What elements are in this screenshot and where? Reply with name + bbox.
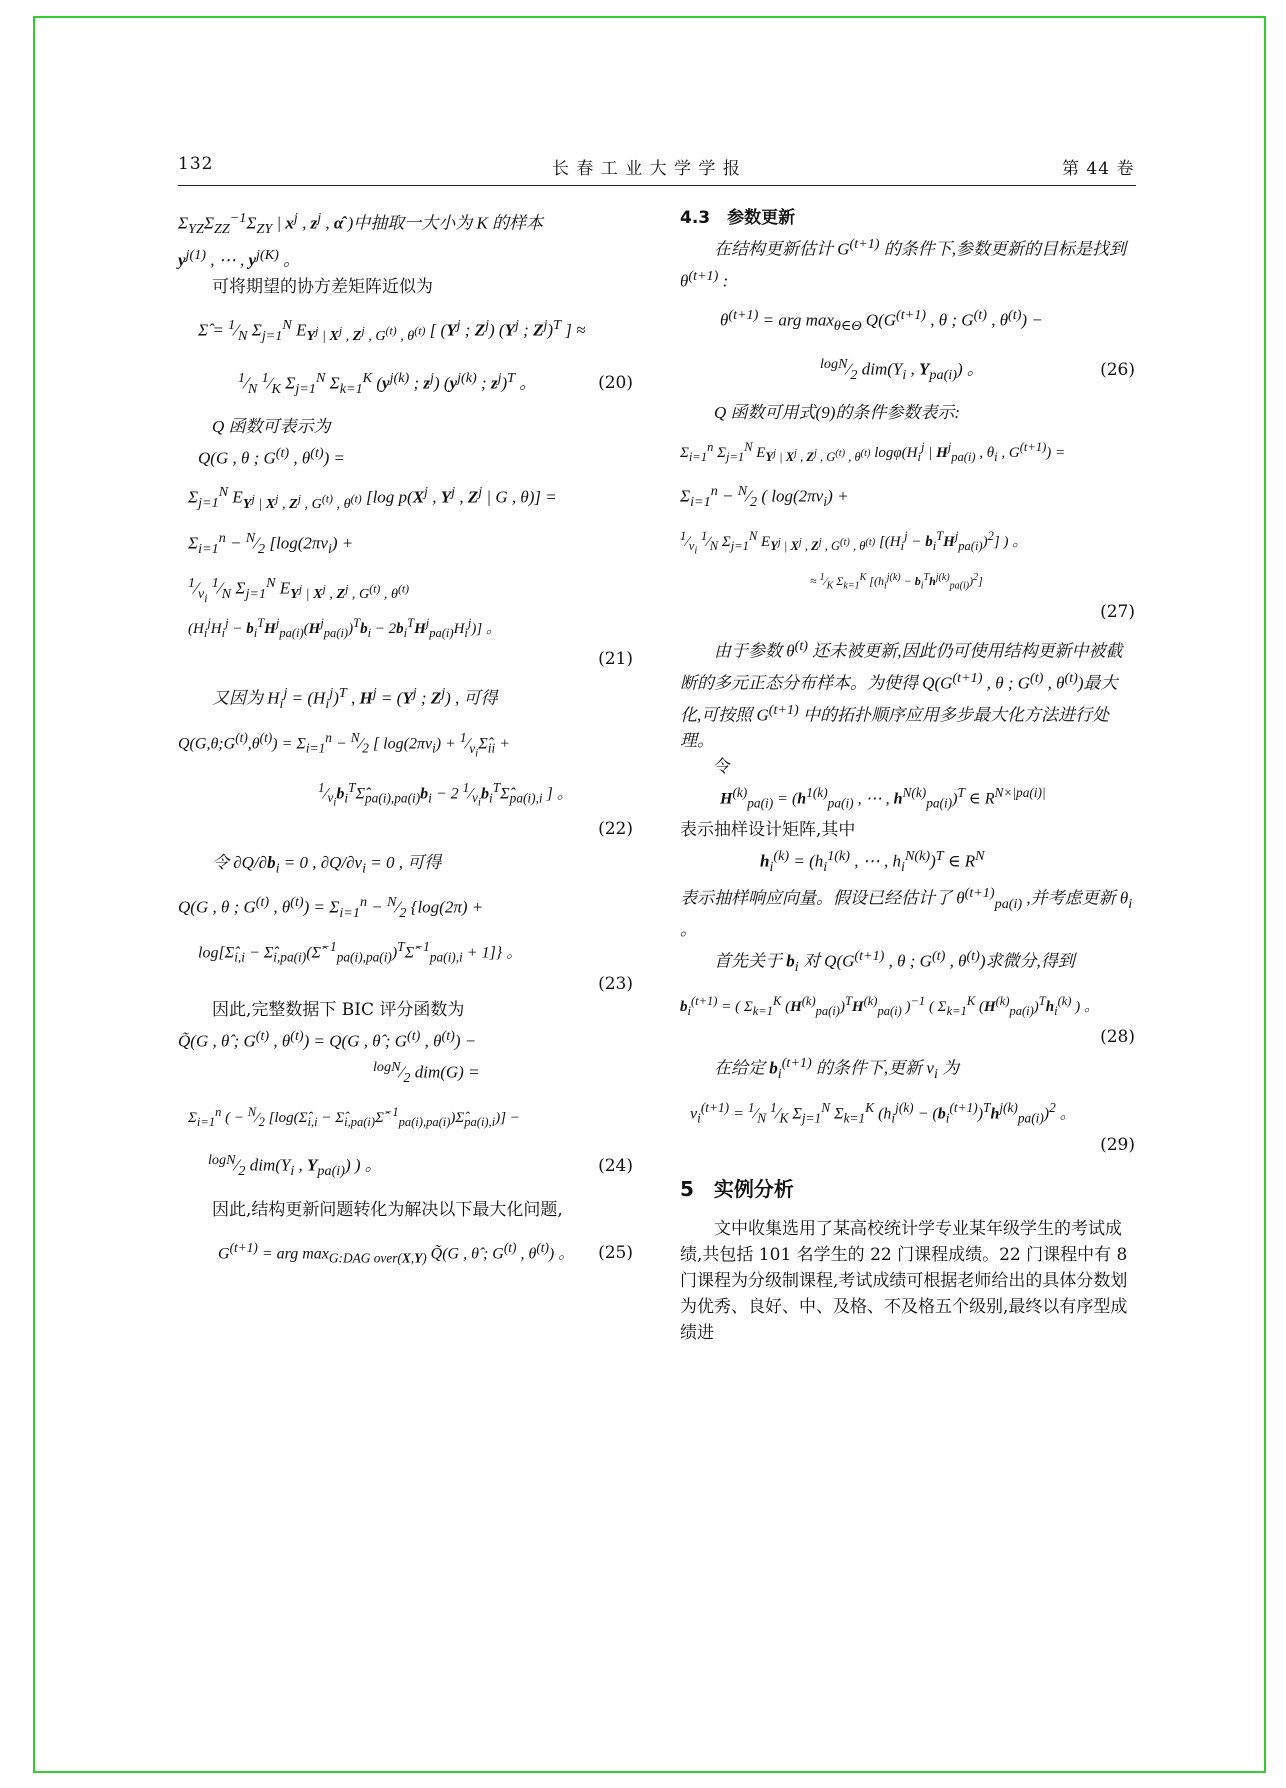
section-heading-4-3: 4.3 参数更新 (680, 208, 796, 228)
equation-number: (23) (598, 973, 633, 994)
equation-23: Q(G , θ ; $G^{(t)}$ , $\theta^{(t)}) = \Sigma_{i=1}^n$ − $^N⁄_2$ {log(2π) + (178, 894, 484, 922)
paragraph: 因此,结构更新问题转化为解决以下最大化问题, (212, 1199, 563, 1220)
equation-29: $v_i^{(t+1)}$ = $^1⁄_N$ $^1⁄_K$ $\Sigma_{j=1}^N$ $\Sigma_{k=1}^K$ $(h_i^{j(k)} - (b_i^{(t+1)})^Th^{j(k)}_{pa(i)})^2$ 。 (690, 1100, 1076, 1126)
equation-26-cont: $^{logN}⁄_2$ $dim(Y_i$ , $Y_{pa(i)}$) 。 (26) (820, 356, 1135, 384)
equation-20: Σ̂ = $^1⁄_N$ $\Sigma_{j=1}^N$ $E_{Y^j | X^j , Z^j , G^{(t)} , \theta^{(t)}}$ [ ($Y^j$ ; $Z^j$) ($Y^j$ ; $Z^j)^T$ ] ≈ (198, 316, 586, 344)
equation-24-line: $\Sigma_{i=1}^n$ ( − $^N⁄_2$ [$\log(\Sigmâ_{i,i}$ − $\Sigmâ_{i,pa(i)}\Sigmâ^{-1}_{pa(i),pa(i)})\Sigmâ_{pa(i),i}$)] − (188, 1105, 520, 1130)
equation-number: (28) (1100, 1026, 1135, 1047)
paragraph: 令 (714, 757, 731, 778)
equation-number: (27) (1100, 602, 1135, 623)
paragraph: 在给定 $b_i^{(t+1)}$ 的条件下,更新 $v_i$ 为 (714, 1054, 960, 1083)
equation-22-cont: $^1⁄_{v_i}b_i^T\Sigmâ_{pa(i),pa(i)}b_i - 2$ $^1⁄_{v_i}b_i^T\Sigmâ_{pa(i),i}$ ] 。 (318, 779, 573, 809)
equation-24-end: $^{logN}⁄_2$ $dim(Y_i$ , $Y_{pa(i)}$) ) 。 (24) (208, 1152, 633, 1180)
paragraph: 在结构更新估计 $G^{(t+1)}$ 的条件下,参数更新的目标是找到 $\theta^{(t+1)}$ : (680, 236, 1127, 291)
equation-22: $Q(G,\theta;G^{(t)},\theta^{(t)}) = \Sigma_{i=1}^n$ − $^N⁄_2$ [ $\log(2\pi v_i)$ + $^1⁄_{v_i}\Sigmâ_{ii}$ + (178, 730, 510, 760)
equation-21-line: $\Sigma_{j=1}^N$ $E_{Y^j | X^j , Z^j , G^{(t)} , \theta^{(t)}}$ [log $p(X^j$ , $Y^j$ , $Z^j$ | G , θ)] = (188, 484, 557, 512)
equation-number: (29) (1100, 1134, 1135, 1155)
paragraph: 又因为 $H_i^j = (H_i^j)^T$ , $H^j = (Y^j$ ; $Z^j$) , 可得 (212, 685, 498, 713)
equation-20-cont: $^1⁄_N$ $^1⁄_K$ $\Sigma_{j=1}^N$ $\Sigma_{k=1}^K$ ($y^{j(k)}$ ; $z^j$) ($y^{j(k)}$ ; $z^j)^T$ 。 (20) (238, 369, 633, 397)
section-heading-5: 5 实例分析 (680, 1176, 794, 1201)
equation-25: $G^{(t+1)}$ = arg $\max_{G:DAG over(X,Y)}$ Q̃(G , θ̂ ; $G^{(t)}$ , $\theta^{(t)}$) 。 (25) (218, 1239, 633, 1266)
equation-21-line: $\Sigma_{i=1}^n$ − $^N⁄_2$ [$\log(2\pi v_i)$ + (188, 529, 354, 557)
equation-24: Q̃(G , θ̂ ; $G^{(t)}$ , $\theta^{(t)}) = Q(G$ , θ̂ ; $G^{(t)}$ , $\theta^{(t)}$) − (178, 1027, 477, 1051)
paragraph: 表示抽样响应向量。假设已经估计了 $\theta^{(t+1)}_{pa(i)}$ ,并考虑更新 $\theta_i$ 。 (680, 884, 1133, 939)
equation-number: (22) (598, 818, 633, 839)
paragraph: 可将期望的协方差矩阵近似为 (212, 276, 433, 297)
equation-28: $b_i^{(t+1)}$ = ( $\Sigma_{k=1}^K$ $(H^{(k)}_{pa(i)})^TH^{(k)}_{pa(i)}$ )$^{-1}$ ( $\Sigma_{k=1}^K$ $(H^{(k)}_{pa(i)})^Th_i^{(k)}$ ) 。 (680, 993, 1099, 1018)
equation-h: $h_i^{(k)} = (h_i^{1(k)}$ , ⋯ , $h_i^{N(k)})^T$ ∈ $R^N$ (760, 847, 985, 875)
equation-21: Q(G , θ ; $G^{(t)}$ , $\theta^{(t)}$) = (198, 444, 346, 468)
equation-27: $\Sigma_{i=1}^n$ $\Sigma_{j=1}^N$ $E_{Y^j | X^j , Z^j , G^{(t)} , \theta^{(t)}}$ $\log\varphi(H_i^j$ | $H^j_{pa(i)}$ , $\theta_i$ , $G^{(t+1)}$) = (680, 440, 1066, 465)
equation-24-line: $^{logN}⁄_2$ dim(G) = (373, 1059, 480, 1087)
equation-27-brace: ≈ $^1⁄_K$ $\Sigma_{k=1}^K$ $[(h_i^{j(k)} - b_i^Th^{j(k)}_{pa(i)})^2]$ (810, 571, 983, 592)
equation-27-line: $^1⁄_{v_i}$ $^1⁄_N$ $\Sigma_{j=1}^N$ $E_{Y^j | X^j , Z^j , G^{(t)} , \theta^{(t)}}$ $[(H_i^j - b_i^TH^j_{pa(i)})^2]$ ) 。 (680, 529, 1028, 557)
equation-21-line: $(H_i^jH_i^j - b_i^TH^j_{pa(i)}(H^j_{pa(i)})^Tb_i - 2b_i^TH^j_{pa(i)}H_i^j)$] 。 (188, 616, 501, 641)
equation-number: (24) (598, 1155, 633, 1176)
header-rule (178, 185, 1136, 186)
equation-23-cont: $\log[\Sigmâ_{i,i}$ − $\Sigmâ_{i,pa(i)}(\Sigmâ^{-1}_{pa(i),pa(i)})^T\Sigmâ^{-1}_{pa(i),i} + 1$]} 。 (198, 939, 523, 965)
paragraph: Q 函数可用式(9)的条件参数表示: (714, 403, 961, 423)
equation-number: (20) (598, 373, 633, 394)
journal-title: 长 春 工 业 大 学 学 报 (552, 159, 741, 179)
paragraph: 表示抽样设计矩阵,其中 (680, 819, 856, 840)
paragraph: 文中收集选用了某高校统计学专业某年级学生的考试成绩,共包括 101 名学生的 22 门课程成绩。22 门课程中有 8 门课程为分级制课程,考试成绩可根据老师给出的具体分数划为优秀、良好、中、及格、不及格五个级别,最终以有序型成绩进 (680, 1218, 1128, 1343)
equation-27-line: $\Sigma_{i=1}^n$ − $^N⁄_2$ ( $\log(2\pi v_i)$ + (680, 483, 849, 511)
volume-label: 第 44 卷 (1062, 159, 1135, 179)
paragraph: 因此,完整数据下 BIC 评分函数为 (212, 999, 465, 1020)
page-number: 132 (178, 154, 214, 174)
text-line: $y^{j(1)}$ , ⋯ , $y^{j(K)}$ 。 (178, 247, 301, 270)
equation-number: (21) (598, 649, 633, 670)
left-column (178, 205, 633, 1275)
paragraph: 由于参数 $\theta^{(t)}$ 还未被更新,因此仍可使用结构更新中被截断的多元正态分布样本。为使得 $Q(G^{(t+1)}$ , θ ; $G^{(t)}$ , $\theta^{(t)}$)最大化,可按照 $G^{(t+1)}$ 中的拓扑顺序应用多步最大化方法进行处理。 (680, 638, 1123, 751)
equation-number: (25) (598, 1242, 633, 1263)
paragraph: 令 $\partial Q/\partial b_i = 0$ , $\partial Q/\partial v_i = 0$ , 可得 (212, 852, 442, 877)
text-line: $\Sigma_{YZ}\Sigma_{ZZ}^{-1}\Sigma_{ZY}$ | $x^j$ , $z^j$ , α̂ )中抽取一大小为 K 的样本 (178, 210, 544, 238)
paragraph: 首先关于 $b_i$ 对 $Q(G^{(t+1)}$ , θ ; $G^{(t)}$ , $\theta^{(t)}$)求微分,得到 (714, 947, 1075, 975)
equation-number: (26) (1100, 359, 1135, 380)
equation-26: $\theta^{(t+1)}$ = arg $\max_{\theta\in\Theta} Q(G^{(t+1)}$ , θ ; $G^{(t)}$ , $\theta^{(t)}$) − (720, 307, 1043, 335)
right-column (680, 205, 1135, 1346)
equation-21-line: $^1⁄_{v_i}$ $^1⁄_N$ $\Sigma_{j=1}^N$ $E_{Y^j | X^j , Z^j , G^{(t)} , \theta^{(t)}}$ (188, 574, 410, 605)
paragraph: Q 函数可表示为 (212, 416, 331, 436)
equation-H: $H^{(k)}_{pa(i)} = (h^{1(k)}_{pa(i)}$ , ⋯ , $h^{N(k)}_{pa(i)})^T$ ∈ $R^{N\times|pa(i)|}$ (720, 785, 1046, 811)
